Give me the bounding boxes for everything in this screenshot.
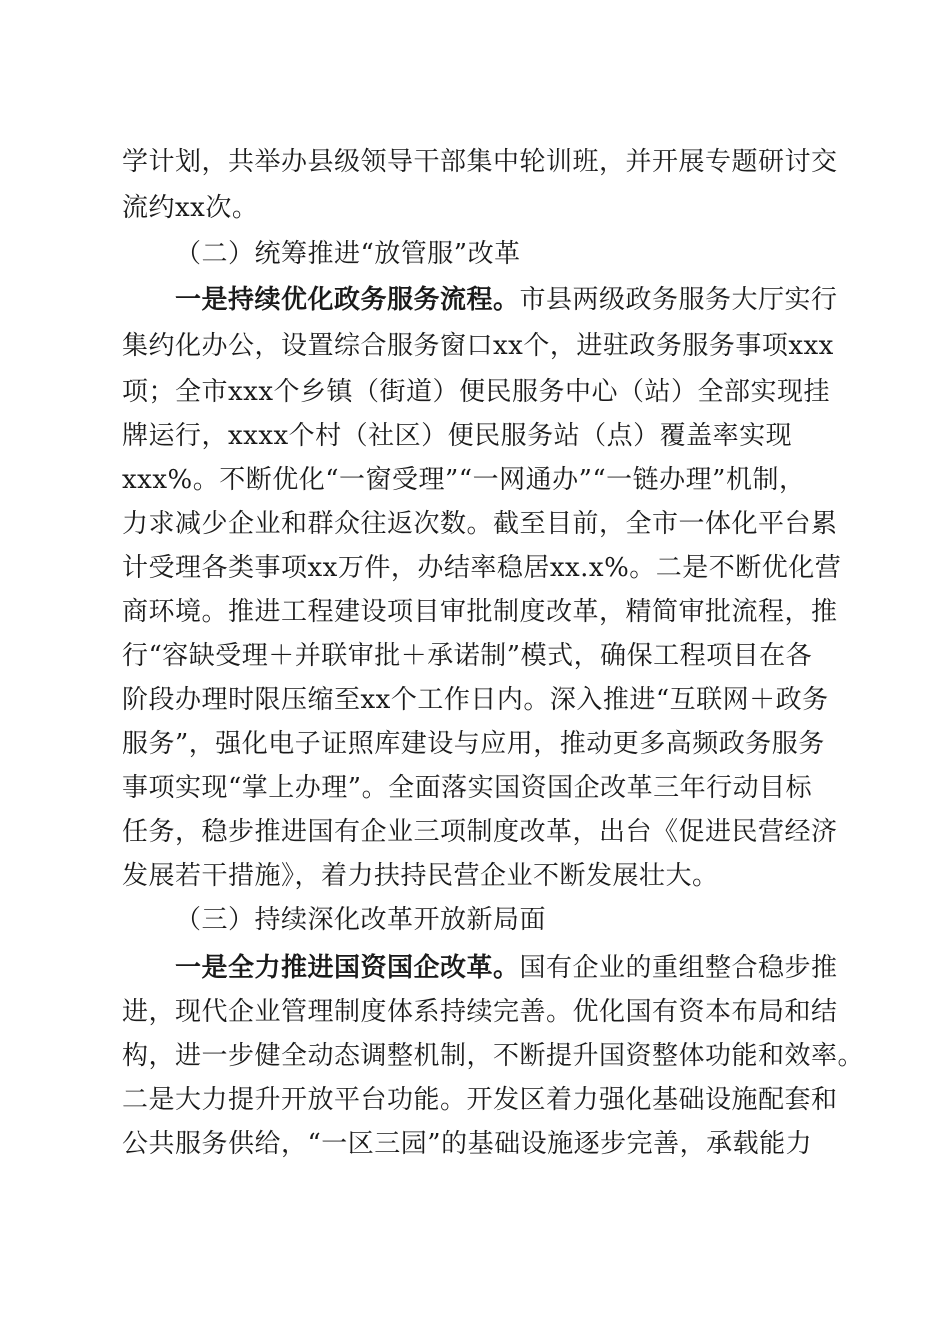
section-heading-3: （三）持续深化改革开放新局面 (175, 905, 547, 935)
paragraph-line (175, 948, 838, 988)
text-line: 集约化办公，设置综合服务窗口xx个，进驻政务服务事项xxx (122, 331, 834, 361)
text-line: 服务”，强化电子证照库建设与应用，推动更多高频政务服务 (122, 729, 825, 759)
text-line: 计受理各类事项xx万件，办结率稳居xx.x%。二是不断优化营 (122, 553, 842, 583)
text-line: xxx%。不断优化“一窗受理”“一网通办”“一链办理”机制， (122, 465, 806, 495)
text-line: 行“容缺受理＋并联审批＋承诺制”模式，确保工程项目在各 (122, 641, 813, 671)
text-line: 力求减少企业和群众往返次数。截至目前，全市一体化平台累 (122, 509, 838, 539)
text-line: 公共服务供给，“一区三园”的基础设施逐步完善，承载能力 (122, 1129, 813, 1159)
text-line: 任务，稳步推进国有企业三项制度改革，出台《促进民营经济 (122, 817, 838, 847)
text-line: 商环境。推进工程建设项目审批制度改革，精简审批流程，推 (122, 597, 838, 627)
text-line: 二是大力提升开放平台功能。开发区着力强化基础设施配套和 (122, 1085, 838, 1115)
text-line: 构，进一步健全动态调整机制，不断提升国资整体功能和效率。 (122, 1041, 865, 1071)
paragraph-line (175, 280, 838, 320)
text-line: 牌运行，xxxx个村（社区）便民服务站（点）覆盖率实现 (122, 421, 793, 451)
text-line: 发展若干措施》，着力扶持民营企业不断发展壮大。 (122, 861, 719, 891)
text-line: 事项实现“掌上办理”。全面落实国资国企改革三年行动目标 (122, 773, 813, 803)
text-line: 项；全市xxx个乡镇（街道）便民服务中心（站）全部实现挂 (122, 377, 830, 407)
text-line: 阶段办理时限压缩至xx个工作日内。深入推进“互联网＋政务 (122, 685, 829, 715)
paragraph-text: 市县两级政务服务大厅实行 (519, 285, 838, 315)
text-line: 学计划，共举办县级领导干部集中轮训班，并开展专题研讨交 (122, 147, 838, 177)
paragraph-lead: 一是持续优化政务服务流程。 (175, 285, 520, 315)
text-line: 流约xx次。 (122, 193, 259, 223)
paragraph-lead: 一是全力推进国资国企改革。 (175, 953, 520, 983)
text-line: 进，现代企业管理制度体系持续完善。优化国有资本布局和结 (122, 997, 838, 1027)
section-heading-2: （二）统筹推进“放管服”改革 (175, 239, 521, 269)
paragraph-text: 国有企业的重组整合稳步推 (519, 953, 838, 983)
